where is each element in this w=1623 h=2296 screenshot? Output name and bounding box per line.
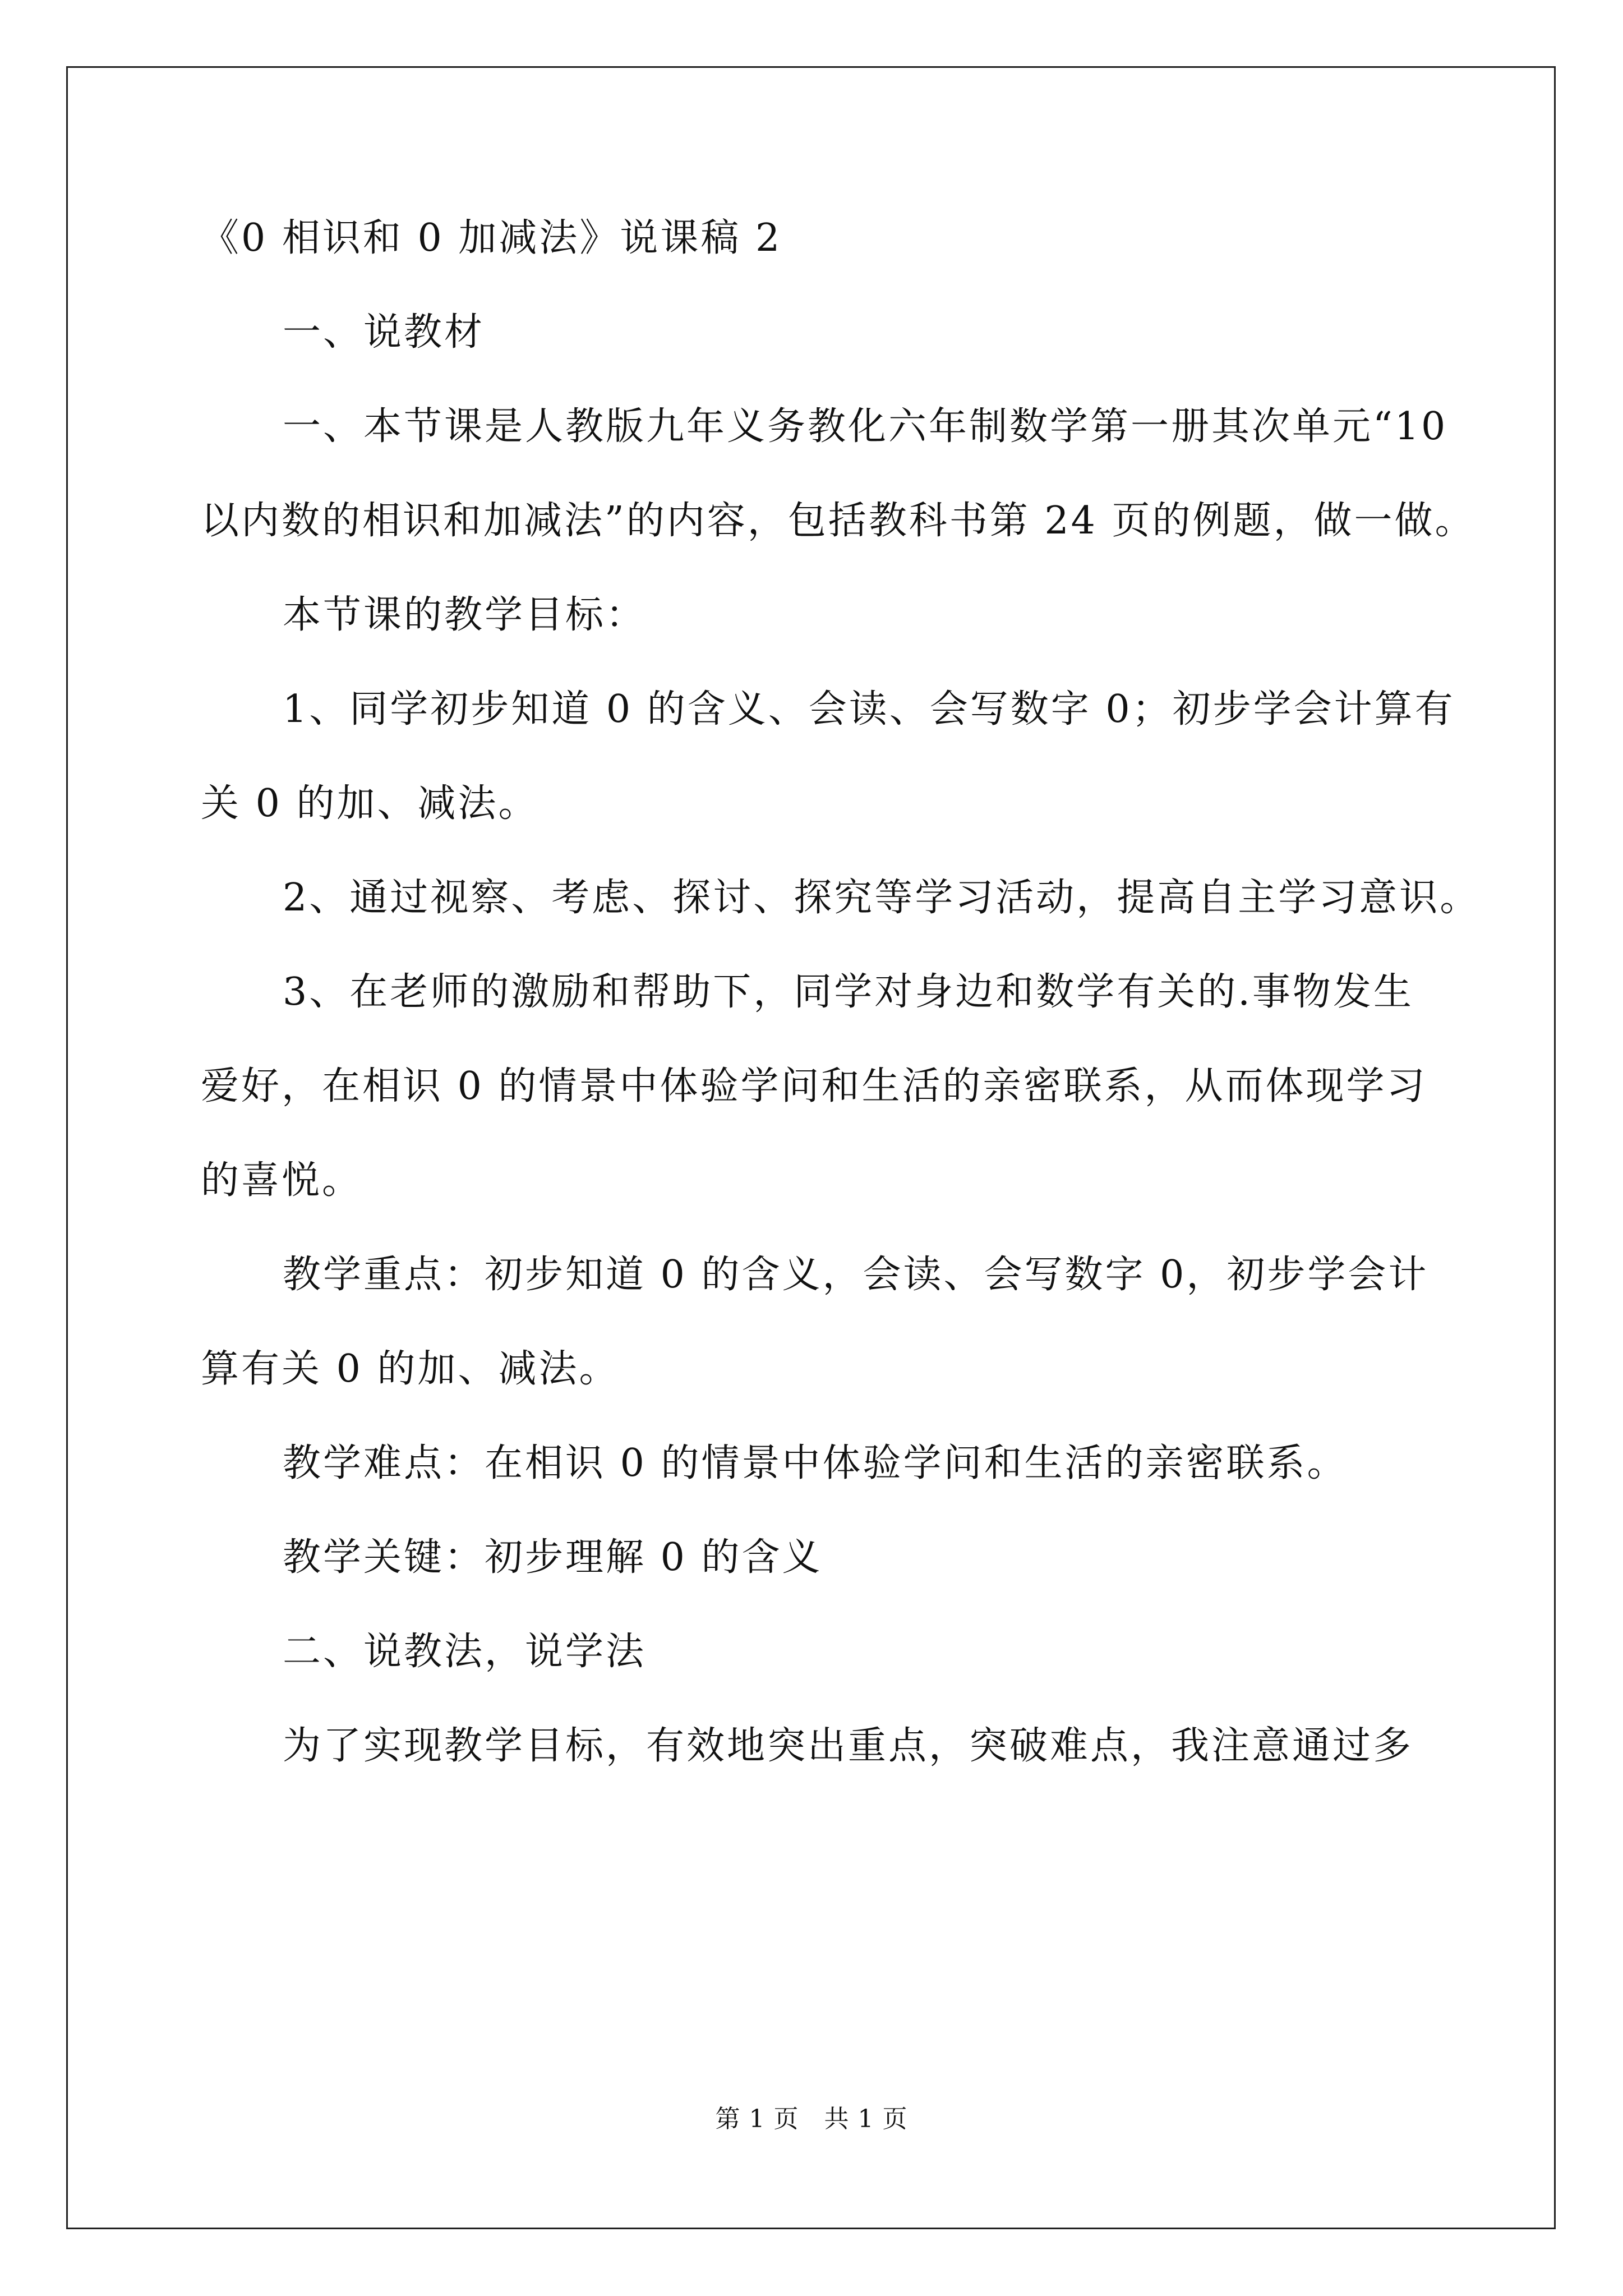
page-footer: 第 1 页 共 1 页 [715,2105,908,2133]
paragraph-line: 一、本节课是人教版九年义务教化六年制数学第一册其次单元“10 [283,404,1448,449]
paragraph-line: 以内数的相识和加减法”的内容，包括教科书第 24 页的例题，做一做。 [201,499,1476,543]
paragraph-line: 教学关键：初步理解 0 的含义 [283,1535,823,1580]
paragraph-line: 教学重点：初步知道 0 的含义，会读、会写数字 0，初步学会计 [283,1253,1429,1297]
section-heading-2: 二、说教法，说学法 [283,1630,647,1674]
paragraph-line: 3、在老师的激励和帮助下，同学对身边和数学有关的.事物发生 [283,970,1414,1014]
paragraph-line: 关 0 的加、减法。 [201,781,539,826]
paragraph-line: 1、同学初步知道 0 的含义、会读、会写数字 0；初步学会计算有 [283,687,1455,731]
paragraph-line: 本节课的教学目标： [283,593,647,637]
paragraph-line: 算有关 0 的加、减法。 [201,1347,620,1391]
paragraph-line: 的喜悦。 [201,1158,363,1203]
paragraph-line: 爱好，在相识 0 的情景中体验学问和生活的亲密联系，从而体现学习 [201,1064,1427,1108]
paragraph-line: 教学难点：在相识 0 的情景中体验学问和生活的亲密联系。 [283,1441,1348,1485]
page-border [66,66,1556,2229]
section-heading-1: 一、说教材 [283,310,485,355]
paragraph-line: 2、通过视察、考虑、探讨、探究等学习活动，提高自主学习意识。 [283,876,1481,920]
document-title: 《0 相识和 0 加减法》说课稿 2 [201,216,782,260]
paragraph-line: 为了实现教学目标，有效地突出重点，突破难点，我注意通过多 [283,1724,1414,1768]
